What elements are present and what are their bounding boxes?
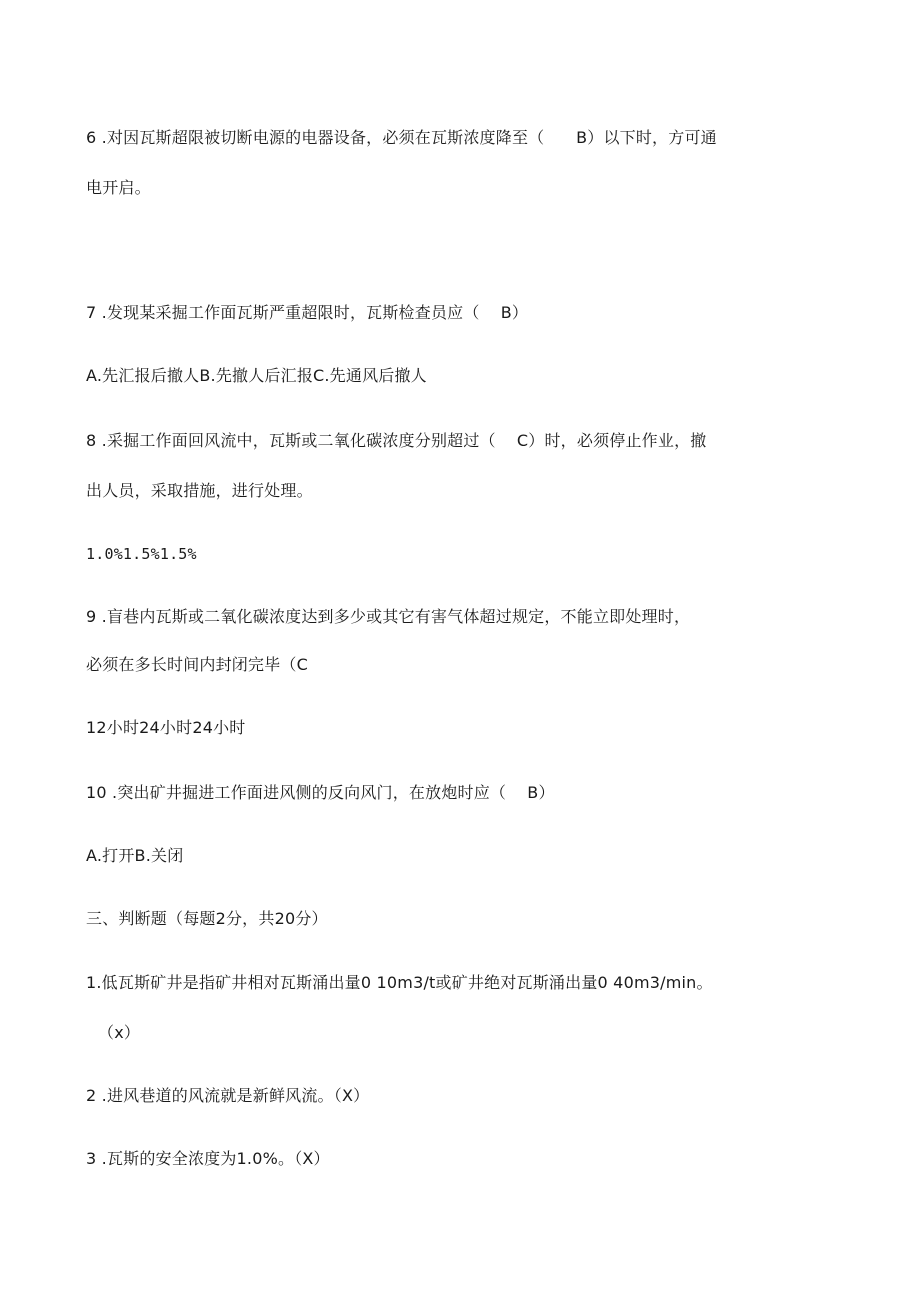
judgment-2: 2 .进风巷道的风流就是新鲜风流。（X） [86, 1086, 370, 1105]
judgment-3: 3 .瓦斯的安全浓度为1.0%。（X） [86, 1149, 330, 1168]
question-10-options: A.打开B.关闭 [86, 846, 184, 865]
question-6-line-1: 6 .对因瓦斯超限被切断电源的电器设备，必须在瓦斯浓度降至（ B）以下时，方可通 [86, 128, 717, 147]
question-8-line-2: 出人员，采取措施，进行处理。 [86, 481, 313, 500]
judgment-1-answer: （x） [98, 1023, 141, 1042]
question-10: 10 .突出矿井掘进工作面进风侧的反向风门，在放炮时应（ B） [86, 783, 555, 802]
question-9-line-1: 9 .盲巷内瓦斯或二氧化碳浓度达到多少或其它有害气体超过规定，不能立即处理时， [86, 607, 691, 626]
question-6-line-2: 电开启。 [86, 178, 151, 197]
question-7: 7 .发现某采掘工作面瓦斯严重超限时，瓦斯检查员应（ B） [86, 303, 529, 322]
question-9-line-2: 必须在多长时间内封闭完毕（C [86, 655, 308, 674]
question-8-options: 1.0%1.5%1.5% [86, 545, 197, 563]
question-8-line-1: 8 .采掘工作面回风流中，瓦斯或二氧化碳浓度分别超过（ C）时，必须停止作业，撤 [86, 431, 707, 450]
section-heading-judgment: 三、判断题（每题2分，共20分） [86, 909, 328, 928]
judgment-1: 1.低瓦斯矿井是指矿井相对瓦斯涌出量0 10m3/t或矿井绝对瓦斯涌出量0 40m3/min。 [86, 973, 713, 992]
question-7-options: A.先汇报后撤人B.先撤人后汇报C.先通风后撤人 [86, 366, 427, 385]
question-9-options: 12小时24小时24小时 [86, 718, 246, 737]
